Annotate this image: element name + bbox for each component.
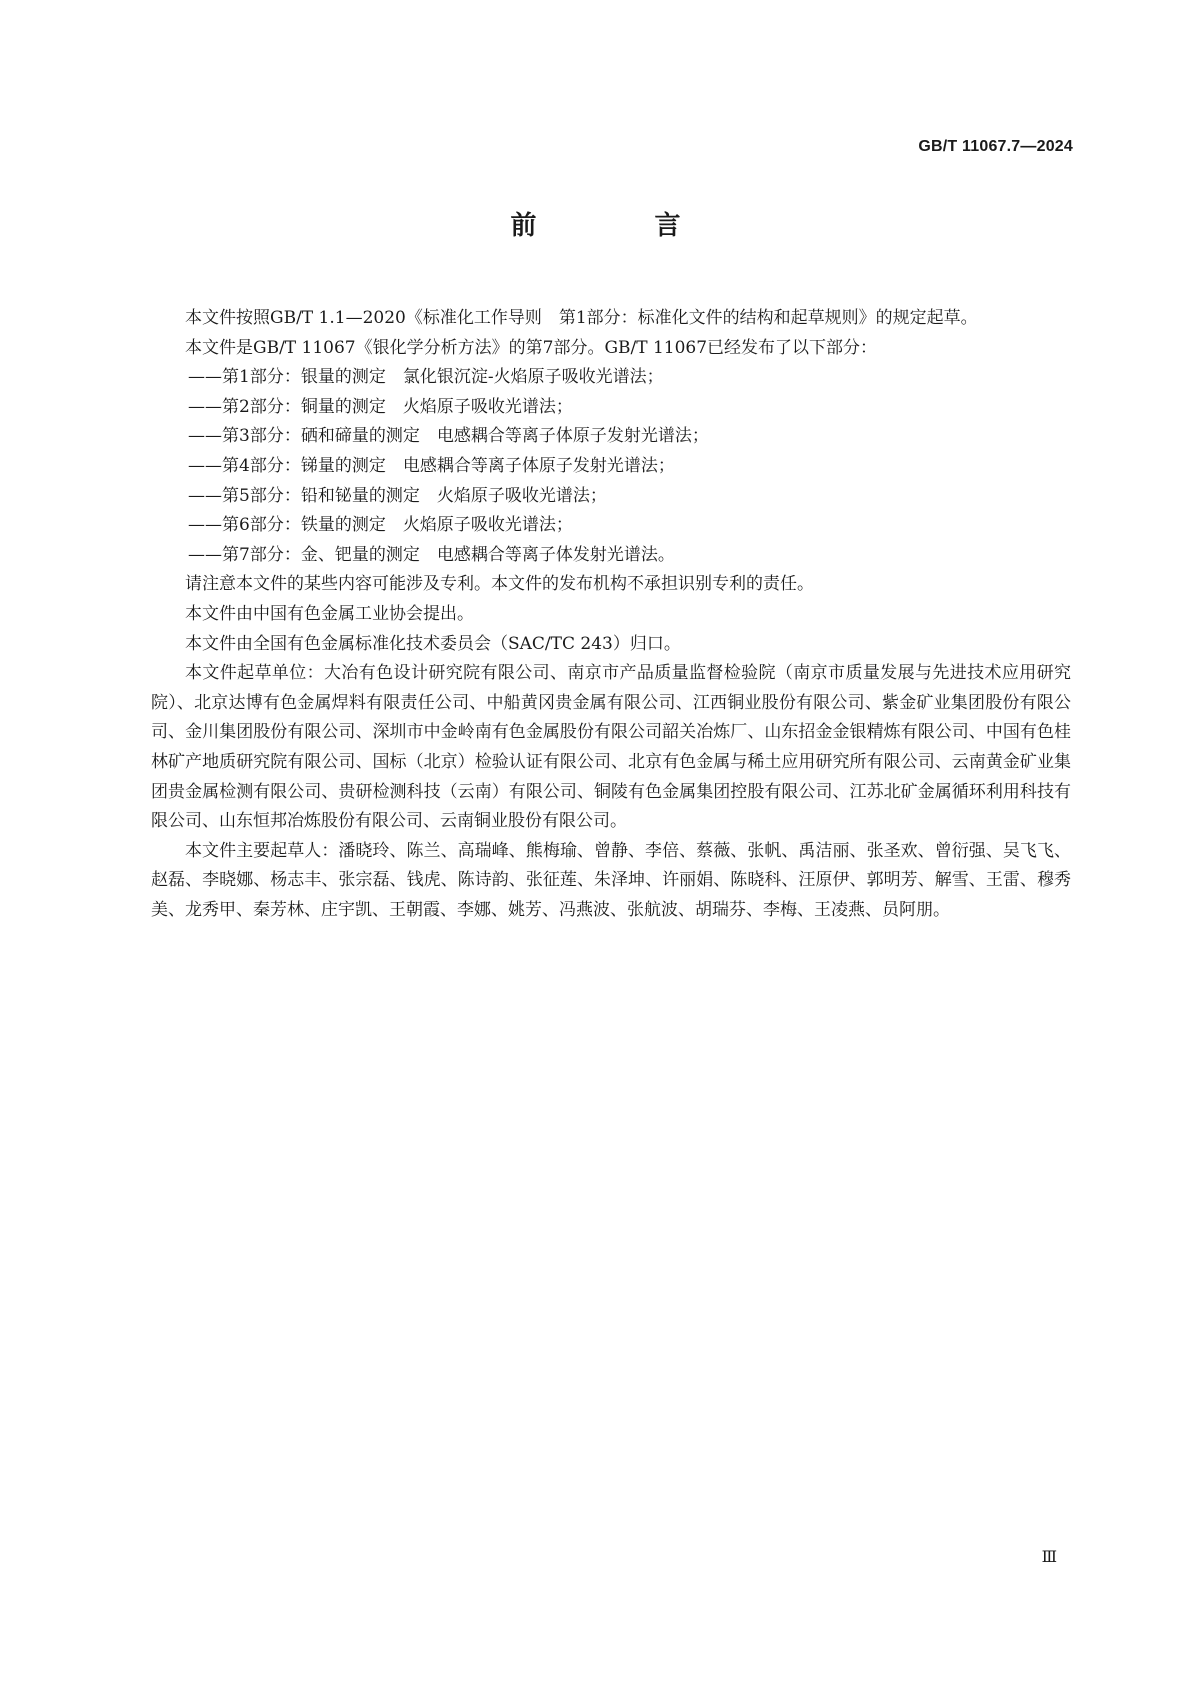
part-prefix: ——第7部分： [188,544,301,565]
part-prefix: ——第4部分： [188,455,301,476]
part-subject: 金、钯量的测定 [300,544,420,565]
part-subject: 锑量的测定 [300,455,386,476]
list-item [151,363,1071,393]
page-title: 前 言 [510,211,727,241]
standard-code: GB/T 11067.7—2024 [918,138,1073,155]
part-method: 电感耦合等离子体原子发射光谱法； [402,455,675,476]
list-item [151,393,1071,423]
part-prefix: ——第5部分： [188,485,301,506]
part-prefix: ——第2部分： [188,396,301,417]
part-subject: 铜量的测定 [300,396,386,417]
list-item [151,452,1071,482]
part-method: 氯化银沉淀-火焰原子吸收光谱法； [402,367,664,388]
paragraph-drafting-units: 本文件起草单位：大冶有色设计研究院有限公司、南京市产品质量监督检验院（南京市质量发展与先进技术应用研究院）、北京达博有色金属焊料有限责任公司、中船黄冈贵金属有限公司、江西铜业股份有限公司、紫金矿业集团股份有限公司、金川集团股份有限公司、深圳市中金岭南有色金属股份有限公司韶关冶炼厂、山东招金金银精炼有限公司、中国有色桂林矿产地质研究院有限公司、国标（北京）检验认证有限公司、北京有色金属与稀土应用研究所有限公司、云南黄金矿业集团贵金属检测有限公司、贵研检测科技（云南）有限公司、铜陵有色金属集团控股有限公司、江苏北矿金属循环利用科技有限公司、山东恒邦冶炼股份有限公司、云南铜业股份有限公司。 [151,663,1071,832]
part-subject: 银量的测定 [300,367,386,388]
part-subject: 硒和碲量的测定 [300,426,420,447]
part-prefix: ——第1部分： [188,367,301,388]
paragraph-drafters: 本文件主要起草人：潘晓玲、陈兰、高瑞峰、熊梅瑜、曾静、李倍、蔡薇、张帆、禹洁丽、张圣欢、曾衍强、吴飞飞、赵磊、李晓娜、杨志丰、张宗磊、钱虎、陈诗韵、张征莲、朱泽坤、许丽娟、陈晓科、汪原伊、郭明芳、解雪、王雷、穆秀美、龙秀甲、秦芳林、庄宇凯、王朝霞、李娜、姚芳、冯燕波、张航波、胡瑞芬、李梅、王凌燕、员阿朋。 [151,840,1071,920]
paragraph-proposed-by: 本文件由中国有色金属工业协会提出。 [185,603,474,624]
paragraph-patent-notice: 请注意本文件的某些内容可能涉及专利。本文件的发布机构不承担识别专利的责任。 [185,574,814,595]
part-method: 火焰原子吸收光谱法； [436,485,607,506]
list-item [151,511,1071,541]
foreword-body [151,304,1071,925]
paragraph-series-intro: 本文件是GB/T 11067《银化学分析方法》的第7部分。GB/T 11067已经发布了以下部分： [185,337,878,358]
part-method: 电感耦合等离子体原子发射光谱法； [436,426,709,447]
part-method: 火焰原子吸收光谱法； [402,515,573,536]
part-prefix: ——第3部分： [188,426,301,447]
page-number: Ⅲ [1041,1547,1057,1566]
part-method: 电感耦合等离子体发射光谱法。 [436,544,675,565]
paragraph-drafting-rules: 本文件按照GB/T 1.1—2020《标准化工作导则 第1部分：标准化文件的结构和起草规则》的规定起草。 [185,308,978,328]
part-subject: 铅和铋量的测定 [300,485,420,506]
part-method: 火焰原子吸收光谱法； [402,396,573,417]
part-prefix: ——第6部分： [188,515,301,536]
part-subject: 铁量的测定 [300,515,386,536]
list-item [151,482,1071,512]
list-item [151,541,1071,571]
paragraph-centralized-by: 本文件由全国有色金属标准化技术委员会（SAC/TC 243）归口。 [185,633,681,654]
list-item [151,422,1071,452]
